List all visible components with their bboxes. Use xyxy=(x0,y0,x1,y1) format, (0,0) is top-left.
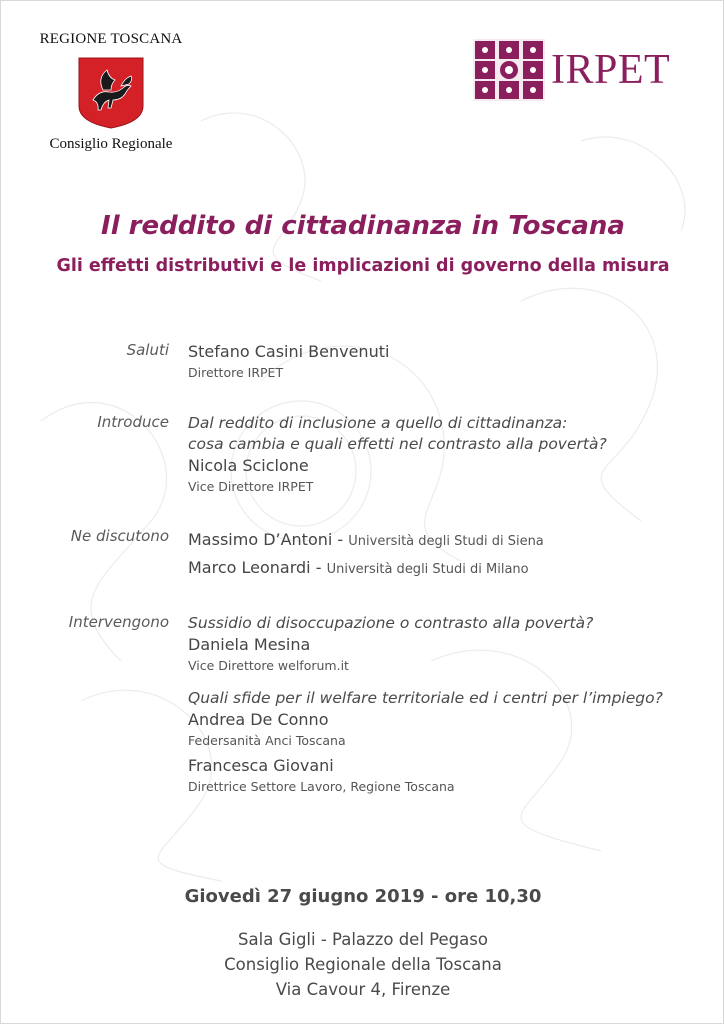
speaker-affiliation: Università degli Studi di Siena xyxy=(348,534,544,549)
speaker-name: Francesca Giovani xyxy=(188,756,334,775)
event-title: Il reddito di cittadinanza in Toscana xyxy=(101,211,625,241)
speaker-affiliation: Vice Direttore welforum.it xyxy=(188,658,349,673)
event-subtitle: Gli effetti distributivi e le implicazioni di governo della misura xyxy=(56,256,670,276)
separator: - xyxy=(310,558,327,577)
logo-right-word: IRPET xyxy=(551,47,671,93)
talk-question: cosa cambia e quali effetti nel contrasto alla povertà? xyxy=(188,435,607,453)
discussant xyxy=(188,555,724,583)
pegasus-shield-icon xyxy=(77,56,145,130)
discussant xyxy=(188,527,724,555)
program-row-intervengono xyxy=(1,613,724,797)
event-venue xyxy=(1,927,724,1002)
speaker-name: Andrea De Conno xyxy=(188,710,329,729)
logo-left-title: REGIONE TOSCANA xyxy=(39,31,183,47)
talk-question: Sussidio di disoccupazione o contrasto alla povertà? xyxy=(188,614,594,632)
speaker-name: Massimo D’Antoni xyxy=(188,530,333,549)
speaker-affiliation: Federsanità Anci Toscana xyxy=(188,733,346,748)
venue-line: Sala Gigli - Palazzo del Pegaso xyxy=(238,930,488,949)
speaker-name: Nicola Sciclone xyxy=(188,456,309,475)
role-label: Intervengono xyxy=(68,613,169,631)
speaker-affiliation: Direttrice Settore Lavoro, Regione Toscana xyxy=(188,779,455,794)
irpet-mark-icon xyxy=(473,39,545,101)
speaker-affiliation: Vice Direttore IRPET xyxy=(188,479,314,494)
separator: - xyxy=(332,530,349,549)
speaker-name: Stefano Casini Benvenuti xyxy=(188,342,390,361)
program-row-introduce xyxy=(1,413,724,497)
talk-question: Quali sfide per il welfare territoriale ed i centri per l’impiego? xyxy=(188,689,663,707)
program-row-ne-discutono xyxy=(1,527,724,583)
event-date: Giovedì 27 giugno 2019 - ore 10,30 xyxy=(184,886,542,907)
speaker-affiliation: Università degli Studi di Milano xyxy=(326,562,529,577)
program-row-saluti xyxy=(1,341,724,383)
program xyxy=(1,341,724,797)
speaker-name: Marco Leonardi xyxy=(188,558,311,577)
venue-line: Consiglio Regionale della Toscana xyxy=(224,955,502,974)
regione-toscana-logo xyxy=(31,31,191,153)
venue-line: Via Cavour 4, Firenze xyxy=(275,980,451,999)
speaker-name: Daniela Mesina xyxy=(188,635,311,654)
irpet-logo xyxy=(473,39,670,101)
logo-left-subtitle: Consiglio Regionale xyxy=(49,136,173,152)
role-label: Ne discutono xyxy=(70,527,169,545)
speaker-affiliation: Direttore IRPET xyxy=(188,365,284,380)
role-label: Saluti xyxy=(126,341,169,359)
talk-question: Dal reddito di inclusione a quello di cittadinanza: xyxy=(188,414,568,432)
role-label: Introduce xyxy=(97,413,169,431)
